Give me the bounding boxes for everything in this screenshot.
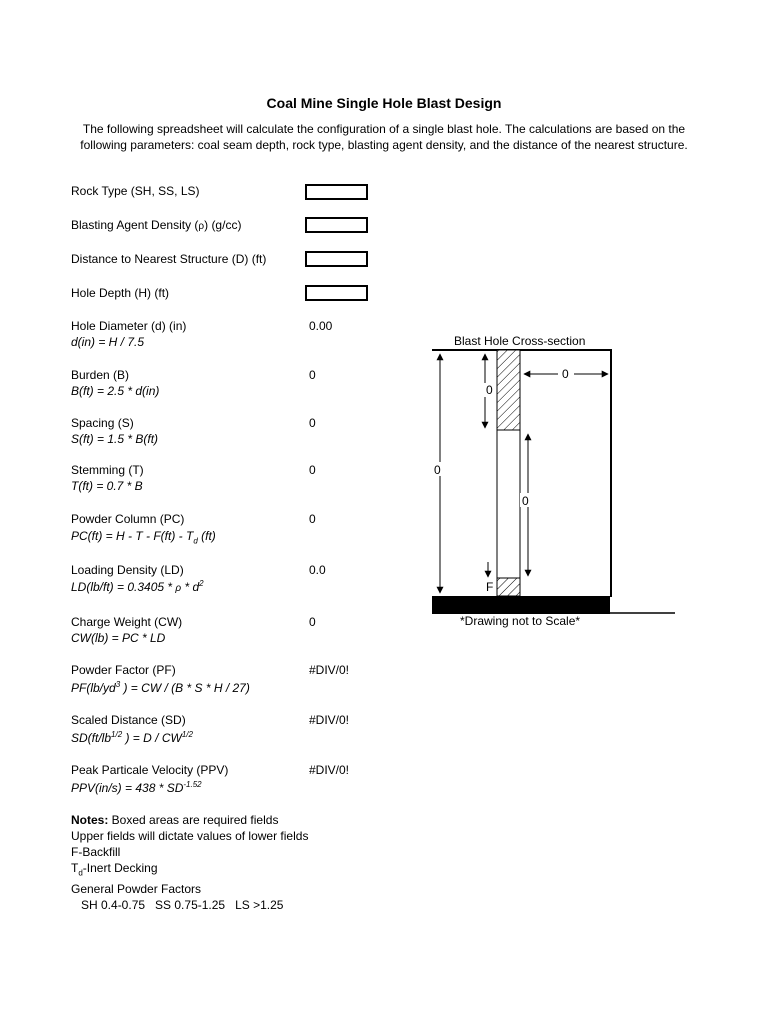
- notes-line-factors: SH 0.4-0.75 SS 0.75-1.25 LS >1.25: [71, 898, 284, 913]
- ppv-value: #DIV/0!: [309, 763, 350, 777]
- charge-weight-label: Charge Weight (CW): [71, 615, 183, 629]
- powder-column-value: 0: [309, 512, 316, 526]
- spacing-value: 0: [309, 416, 316, 430]
- stemming-value-label: 0: [486, 383, 493, 397]
- spacing-value-label: 0: [562, 367, 569, 381]
- powder-factor-label: Powder Factor (PF): [71, 663, 176, 677]
- hole-diameter-label: Hole Diameter (d) (in): [71, 319, 187, 333]
- notes-heading: Notes:: [71, 813, 109, 827]
- stemming-label: Stemming (T): [71, 463, 144, 477]
- depth-value: 0: [434, 463, 441, 477]
- notes-line-decking: $T_d$-Inert Decking: [71, 861, 158, 878]
- page-title: Coal Mine Single Hole Blast Design: [266, 95, 502, 111]
- coal-seam: [432, 596, 610, 614]
- scaled-distance-value: #DIV/0!: [309, 713, 350, 727]
- charge-weight-value: 0: [309, 615, 316, 629]
- scaled-distance-formula: $SD(ft/lb^{1/2}$ ) = D / $CW^{1/2}$: [71, 730, 193, 745]
- notes-line-factors-heading: General Powder Factors: [71, 882, 202, 897]
- spacing-label: Spacing (S): [71, 416, 134, 430]
- burden-value: 0: [309, 368, 316, 382]
- powder-value-label: 0: [522, 494, 529, 508]
- stemming-value: 0: [309, 463, 316, 477]
- diagram-caption: *Drawing not to Scale*: [460, 614, 581, 628]
- notes-line-backfill: F-Backfill: [71, 845, 121, 859]
- stemming-zone: [497, 350, 520, 430]
- charge-weight-formula: CW(lb) = PC * LD: [71, 631, 166, 645]
- rock-type-label: Rock Type (SH, SS, LS): [71, 184, 200, 198]
- ppv-formula: $PPV(in/s) = 438 * SD^{-1.52}$: [71, 780, 202, 795]
- burden-formula: B(ft) = 2.5 * d(in): [71, 384, 160, 398]
- powder-column-formula: $PC(ft) = H - T - F(ft) - T_d$ (ft): [71, 529, 216, 546]
- loading-density-formula: $LD(lb/ft) = 0.3405 * \rho * d^2$: [71, 579, 204, 594]
- hole-diameter-formula: d(in) = H / 7.5: [71, 335, 145, 349]
- burden-label: Burden (B): [71, 368, 130, 382]
- powder-column-label: Powder Column (PC): [71, 512, 185, 526]
- notes-line-required: Notes: Boxed areas are required fields: [71, 813, 279, 827]
- diagram-title: Blast Hole Cross-section: [454, 334, 586, 348]
- hole-diameter-value: 0.00: [309, 319, 333, 333]
- stemming-formula: T(ft) = 0.7 * B: [71, 479, 143, 493]
- powder-factor-value: #DIV/0!: [309, 663, 350, 677]
- spacing-formula: S(ft) = 1.5 * B(ft): [71, 432, 159, 446]
- hole-depth-label: Hole Depth (H) (ft): [71, 286, 170, 300]
- density-label: Blasting Agent Density (ρ) (g/cc): [71, 218, 242, 232]
- backfill-label: F: [486, 580, 494, 594]
- intro-paragraph: The following spreadsheet will calculate the configuration of a single blast hole. The calculations are based on the following parameters: coal seam depth, rock type, blasting agent density, and the distance of the nearest structure.: [80, 122, 688, 152]
- scaled-distance-label: Scaled Distance (SD): [71, 713, 186, 727]
- distance-label: Distance to Nearest Structure (D) (ft): [71, 252, 267, 266]
- loading-density-value: 0.0: [309, 563, 326, 577]
- powder-factor-formula: $PF(lb/yd^3$ ) = CW / (B * S * H / 27): [71, 680, 250, 695]
- notes-line-upper: Upper fields will dictate values of lower fields: [71, 829, 309, 843]
- backfill-zone: [497, 578, 520, 596]
- ppv-label: Peak Particale Velocity (PPV): [71, 763, 229, 777]
- loading-density-label: Loading Density (LD): [71, 563, 184, 577]
